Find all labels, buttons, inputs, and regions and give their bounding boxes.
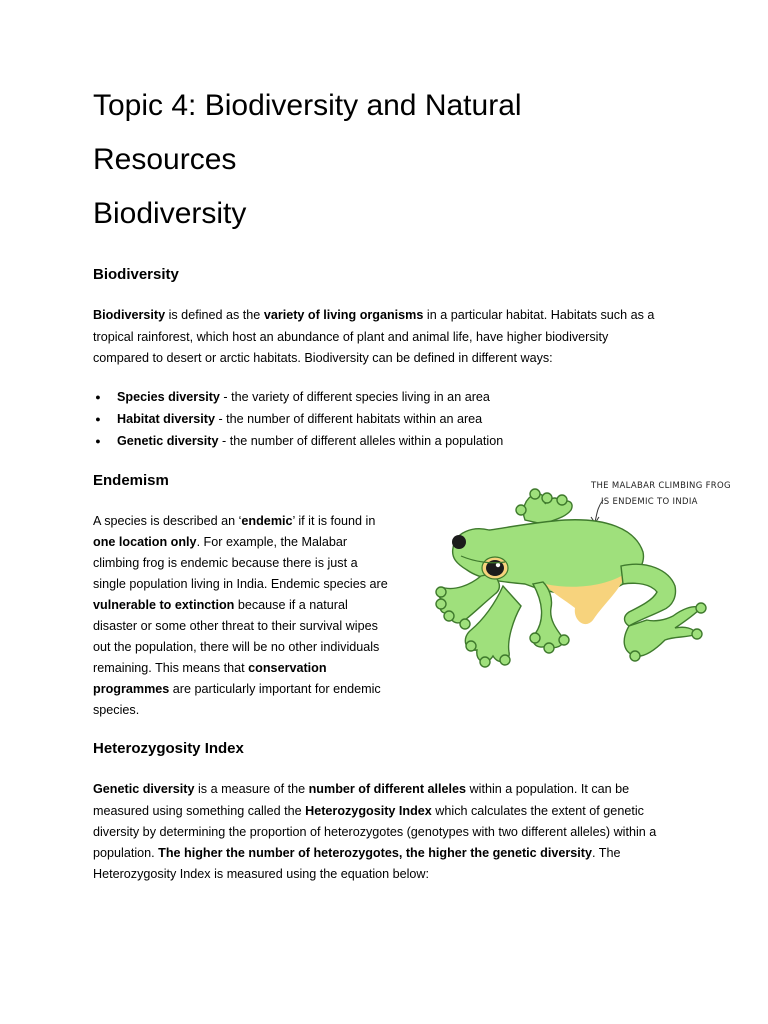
page-title-line-2: Resources [93,143,237,176]
toe-pad [544,643,554,653]
toe-pad [692,629,702,639]
text-span: - the number of different alleles within a population [218,434,504,448]
text-span: measured using something called the [93,804,306,818]
toe-pad [460,619,470,629]
toe-pad [696,603,706,613]
paragraph-line: species. [93,703,140,717]
frog-nostril-icon [452,535,466,549]
paragraph-line [93,801,644,822]
bold-term: Heterozygosity Index [305,804,432,818]
toe-pad [630,651,640,661]
bold-term: Biodiversity [93,308,166,322]
figure-caption-line-1: THE MALABAR CLIMBING FROG [591,481,731,491]
toe-pad [444,611,454,621]
paragraph-line: disaster or some other threat to their survival wipes [93,619,378,633]
toe-pad [542,493,552,503]
text-span: . The [591,846,621,860]
text-span: ’ if it is found in [292,514,376,528]
paragraph-line [93,511,375,532]
paragraph-line [93,595,348,616]
bullet-text [117,431,503,452]
text-span: within a population. It can be [466,782,630,796]
paragraph-line: out the population, there will be no other individuals [93,640,380,654]
text-span: remaining. This means that [93,661,249,675]
page-title-line-1: Topic 4: Biodiversity and Natural [93,89,522,122]
bold-term: Genetic diversity [117,434,219,448]
paragraph-line: single population living in India. Endemic species are [93,577,388,591]
bullet-icon: ● [95,392,101,402]
text-span: is defined as the [165,308,264,322]
paragraph-line: tropical rainforest, which host an abundance of plant and animal life, have higher biodiversity [93,330,609,344]
page-subtitle: Biodiversity [93,197,247,230]
bold-term: conservation [248,661,327,675]
paragraph-line: Heterozygosity Index is measured using the equation below: [93,867,430,881]
bold-term: The higher the number of heterozygotes, the higher the genetic diversity [158,846,592,860]
text-span: - the variety of different species living in an area [219,390,490,404]
figure-caption-line-2: IS ENDEMIC TO INDIA [601,497,698,507]
bold-term: Habitat diversity [117,412,215,426]
toe-pad [557,495,567,505]
bold-term: one location only [93,535,197,549]
bold-term: Species diversity [117,390,220,404]
heading-heterozygosity: Heterozygosity Index [93,740,244,757]
toe-pad [516,505,526,515]
bullet-icon: ● [95,414,101,424]
text-span: are particularly important for endemic [169,682,381,696]
bold-term: number of different alleles [308,782,467,796]
bullet-icon: ● [95,436,101,446]
text-span: is a measure of the [194,782,309,796]
bold-term: vulnerable to extinction [93,598,235,612]
paragraph-line [93,843,620,864]
paragraph-line [93,658,327,679]
malabar-frog-illustration [425,470,731,685]
toe-pad [559,635,569,645]
paragraph-line: compared to desert or arctic habitats. Biodiversity can be defined in different ways: [93,351,553,365]
toe-pad [466,641,476,651]
bold-term: variety of living organisms [263,308,424,322]
text-span: because if a natural [234,598,348,612]
toe-pad [436,599,446,609]
paragraph-line [93,779,629,800]
text-span: in a particular habitat. Habitats such as a [423,308,655,322]
bold-term: Genetic diversity [93,782,195,796]
text-span: - the number of different habitats within an area [214,412,483,426]
paragraph-line: diversity by determining the proportion of heterozygotes (genotypes with two different alleles) within a [93,825,657,839]
text-span: population. [93,846,159,860]
toe-pad [530,489,540,499]
bold-term: endemic [241,514,293,528]
bullet-text [117,387,490,408]
toe-pad [530,633,540,643]
bold-term: programmes [93,682,170,696]
paragraph-line [93,305,654,326]
toe-pad [500,655,510,665]
paragraph-line [93,679,381,700]
paragraph-line: climbing frog is endemic because there is just a [93,556,358,570]
toe-pad [480,657,490,667]
frog-eye-highlight [496,563,500,567]
text-span: which calculates the extent of genetic [431,804,644,818]
text-span: A species is described an ‘ [93,514,242,528]
bullet-text [117,409,482,430]
frog-back-leg [621,564,676,626]
text-span: . For example, the Malabar [196,535,348,549]
paragraph-line [93,532,347,553]
toe-pad [436,587,446,597]
frog-drawing [436,489,706,667]
heading-biodiversity: Biodiversity [93,266,179,283]
heading-endemism: Endemism [93,472,169,489]
